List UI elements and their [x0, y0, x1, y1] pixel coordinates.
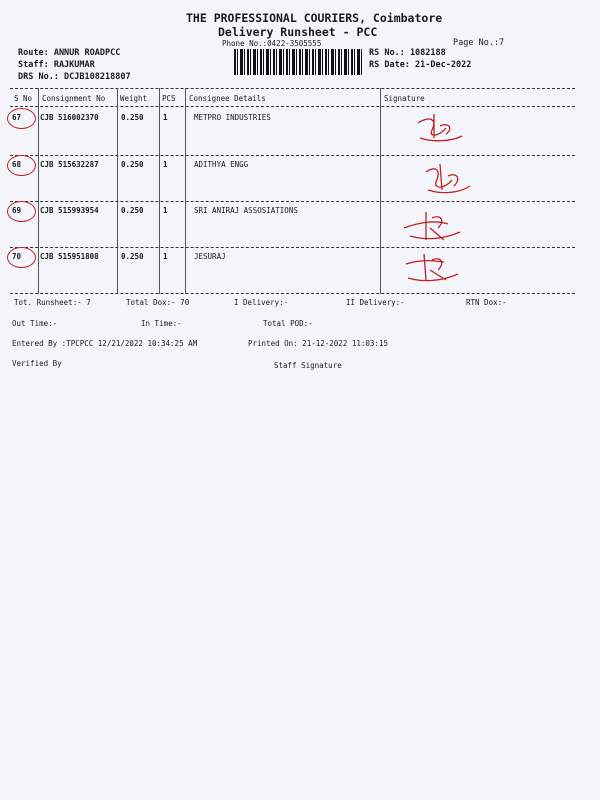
divider [10, 247, 575, 248]
row-consignment: CJB 515632287 [40, 160, 99, 169]
col-header-consignee: Consignee Details [189, 94, 266, 103]
rs-date: RS Date: 21-Dec-2022 [369, 60, 472, 70]
row-consignment: CJB 515993954 [40, 206, 99, 215]
row-sno: 67 [12, 113, 22, 122]
column-rule [185, 88, 186, 294]
row-consignment: CJB 516002370 [40, 113, 99, 122]
col-header-pcs: PCS [162, 94, 176, 103]
row-consignee: JESURAJ [194, 252, 226, 261]
row-consignee: METPRO INDUSTRIES [194, 113, 271, 122]
total-pod: Total POD:- [263, 319, 313, 328]
row-pcs: 1 [163, 206, 168, 215]
divider [10, 155, 575, 156]
col-header-signature: Signature [384, 94, 425, 103]
divider [10, 293, 575, 294]
runsheet-subtitle: Delivery Runsheet - PCC [218, 25, 378, 39]
signature-scribble [400, 206, 470, 246]
route-label: Route: ANNUR ROADPCC [18, 48, 121, 58]
company-title: THE PROFESSIONAL COURIERS, Coimbatore [186, 11, 443, 25]
drs-number: DRS No.: DCJB108218807 [18, 72, 131, 82]
staff-signature: Staff Signature [274, 361, 342, 370]
verified-by: Verified By [12, 359, 62, 368]
col-header-consignment: Consignment No [42, 94, 106, 103]
column-rule [117, 88, 118, 294]
in-time: In Time:- [141, 319, 182, 328]
column-rule [380, 88, 381, 294]
staff-label: Staff: RAJKUMAR [18, 60, 95, 70]
col-header-sno: S No [14, 94, 33, 103]
phone-number: Phone No.:0422-3505555 [222, 39, 322, 48]
divider [10, 88, 575, 89]
row-consignee: ADITHYA ENGG [194, 160, 249, 169]
row-weight: 0.250 [121, 160, 144, 169]
rtn-dox: RTN Dox:- [466, 298, 507, 307]
column-rule [159, 88, 160, 294]
column-rule [38, 88, 39, 294]
row-sno: 70 [12, 252, 22, 261]
i-delivery: I Delivery:- [234, 298, 289, 307]
row-pcs: 1 [163, 252, 168, 261]
out-time: Out Time:- [12, 319, 58, 328]
row-pcs: 1 [163, 113, 168, 122]
signature-scribble [420, 160, 480, 200]
ii-delivery: II Delivery:- [346, 298, 405, 307]
row-pcs: 1 [163, 160, 168, 169]
divider [10, 201, 575, 202]
printed-on: Printed On: 21-12-2022 11:03:15 [248, 339, 388, 348]
row-weight: 0.250 [121, 206, 144, 215]
barcode-image [234, 49, 362, 75]
total-dox: Total Dox:- 70 [126, 298, 190, 307]
signature-scribble [400, 250, 470, 290]
row-sno: 69 [12, 206, 22, 215]
row-weight: 0.250 [121, 252, 144, 261]
signature-scribble [410, 108, 470, 148]
total-runsheet: Tot. Runsheet:- 7 [14, 298, 91, 307]
rs-number: RS No.: 1082188 [369, 48, 446, 58]
divider [10, 106, 575, 107]
row-sno: 68 [12, 160, 22, 169]
entered-by: Entered By :TPCPCC 12/21/2022 10:34:25 AM [12, 339, 198, 348]
page-number: Page No.:7 [453, 38, 505, 48]
row-consignment: CJB 515951808 [40, 252, 99, 261]
row-weight: 0.250 [121, 113, 144, 122]
row-consignee: SRI ANIRAJ ASSOSIATIONS [194, 206, 298, 215]
col-header-weight: Weight [120, 94, 148, 103]
